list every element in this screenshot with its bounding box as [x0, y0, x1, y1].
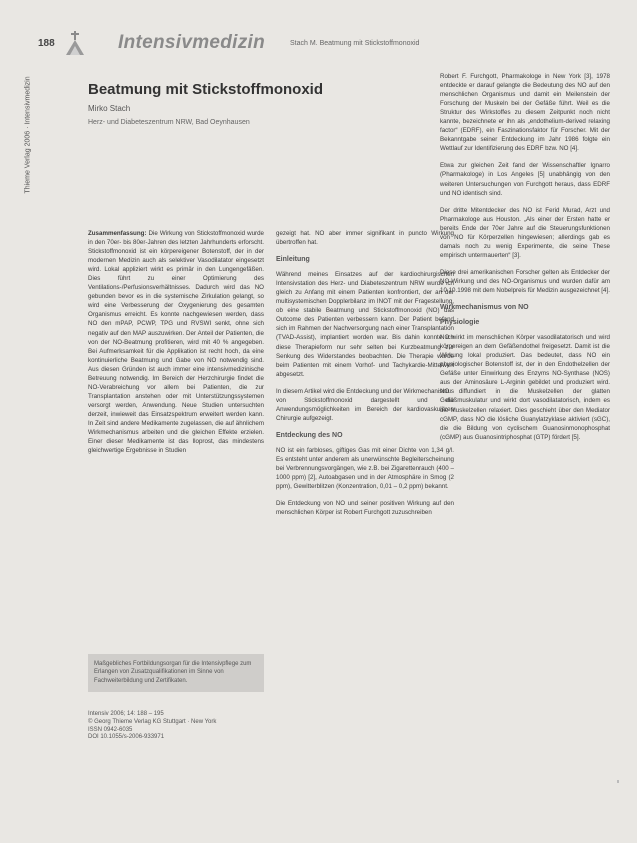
- murad-paragraph: Der dritte Mitentdecker des NO ist Ferid Murad, Arzt und Pharmakologe aus Houston. „Als einer der Ersten hatte er bereits Ende der 70er Jahre auf die Steuerungsfunktionen von NO für Körperzellen hingewiesen; allerdings gab es damals noch zu wenig Experimente, die seine These empirisch untermauerten“ [3].: [440, 206, 610, 259]
- article-affiliation: Herz- und Diabeteszentrum NRW, Bad Oeynhausen: [88, 119, 250, 126]
- issn-line: ISSN 0942-6035: [88, 726, 133, 733]
- page-number: 188: [38, 38, 55, 49]
- side-note: [22, 76, 34, 206]
- citation-line: Intensiv 2006; 14: 188 – 195: [88, 711, 164, 717]
- intro-paragraph-2: In diesem Artikel wird die Entdeckung und der Wirkmechanismus von Stickstoffmonoxid dargestellt und die Anwendungsmöglichkeiten im Bereich der kardiovaskulären Chirurgie aufgezeigt.: [276, 387, 454, 422]
- column-middle: [276, 229, 454, 525]
- side-note-text: Thieme Verlag 2006 · Intensivmedizin: [24, 76, 32, 194]
- nobel-paragraph: Diese drei amerikanischen Forscher gelten als Entdecker der NO-Wirkung und des NO-Organismus und wurden dafür am 10.10.1998 mit dem Nobelpreis für Medizin ausgezeichnet [4].: [440, 268, 610, 294]
- furchgott-paragraph: Robert F. Furchgott, Pharmakologe in New York [3], 1978 entdeckte er darauf gelangte die Bedeutung des NO auf den menschlichen Organismus und damit ein Meilenstein der Forschung der Muskeln bei der Gefäße führt. Weil es die Struktur des Wirkstoffes zu diesem Zeitpunkt noch nicht kannte, bezeichnete er ihn als „endothelium-derived relaxing factor“ (EDRF), ein Faszinationsfaktor für Forscher. Mit der Bekanntgabe seiner Entdeckung im Jahr 1986 folgte ein Wettlauf zur Identifizierung des EDRF bzw. NO [4].: [440, 73, 610, 153]
- page-header: [38, 30, 618, 58]
- journal-logo-icon: [62, 30, 88, 56]
- column-right: [440, 72, 610, 450]
- article-author: Mirko Stach: [88, 104, 131, 113]
- doi-line: DOI 10.1055/s-2006-933971: [88, 734, 165, 741]
- summary-paragraph: [88, 229, 264, 455]
- running-title: Stach M. Beatmung mit Stickstoffmonoxid: [290, 40, 420, 47]
- citation-block: [88, 711, 264, 742]
- copyright-line: © Georg Thieme Verlag KG Stuttgart · New York: [88, 718, 217, 725]
- summary-continuation: gezeigt hat. NO aber immer signifikant in puncto Wirkung übertroffen hat.: [276, 230, 454, 247]
- summary-label: Zusammenfassung:: [88, 230, 147, 237]
- intro-heading: Einleitung: [276, 256, 310, 264]
- scan-speck: [617, 780, 619, 783]
- physiology-heading: Physiologie: [440, 319, 480, 327]
- intro-paragraph: Während meines Einsatzes auf der kardiochirurgischen Intensivstation des Herz- und Diabeteszentrum NRW wurde ich gleich zu Anfang mit einem Patienten konfrontiert, der an der multisystemischen Dopplerbilanz im INOT mit der Fragestellung, ob eine stabile Beatmung und Stickstoffmonoxid (NO) das Outcome des Patienten verbessern kann. Der Patient befand sich im Rahmen der Nachversorgung nach einer Transplantation (TVAD-Assist), implantiert worden war. Bis dahin konnte ich diese Therapieform nur sehr selten bei Kurzbeatmung zur Senkung des Widerstandes beobachten. Die Therapie wurde beim Patienten mit einem Vorhof- und Tachykardie-Mittelwert abgesetzt.: [276, 271, 454, 378]
- discovery-heading: Entdeckung des NO: [276, 431, 343, 439]
- discovery-paragraph: NO ist ein farbloses, giftiges Gas mit einer Dichte von 1,34 g/l. Es entsteht unter anderem als unerwünschte Begleiterscheinung bei Verbrennungsvorgängen, wie z.B. bei Zigarettenrauch (400 – 1000 ppm) [2], Autoabgasen und in der Atmosphäre in Smog (2 ppm), Gewitterblitzen (Konzentration, 0,01 – 0,2 ppm) bekannt.: [276, 446, 454, 491]
- summary-text: Die Wirkung von Stickstoffmonoxid wurde in den 70er- bis 80er-Jahren des letzten Jahrhunderts erforscht. Stickstoffmonoxid ist ein körpereigener Botenstoff, der in der modernen Medizin auch als selektiver Vasodilatator eingesetzt wird. Lokal appliziert wirkt es primär in den Lungengefäßen. Dies führt zu einer Optimierung des Ventilations-/Perfusionsverhältnisses. Dadurch wird das NO gebunden bevor es in die systemische Zirkulation gelangt, so wird eine Verbesserung der Oxygenierung des gesamten Organismus erreicht. Es konnte nachgewiesen werden, dass NO den mPAP, PCWP, TPG und RVSWI senkt, ohne sich negativ auf den MAP auszuwirken. Der Anteil der Patienten, die von der NO-Beatmung profitieren, wird mit 40 % angegeben. Bei Aufmerksamkeit für die Applikation ist recht hoch, da eine kontinuierliche Beatmung und Gabe von NO notwendig sind. Aus diesen Gründen ist auch immer eine intensivmedizinische Betreuung notwendig. Im Bereich der Herzchirurgie findet die NO-Verabreichung vor allem bei Patienten, die zur Transplantation anstehen oder mit Unterstützungssystemen versorgt werden, Anwendung. Neue Studien untersuchten derzeit, inwieweit das Einsatzspektrum erweitert werden kann. In Zeit sind andere Medikamente zugelassen, die auf ähnlichem Wirkmechanismus arbeiten und die gleichen Effekte erzielen. Einer dieser Medikamente ist das Iloprost, das mindestens gleichwertige Ergebnisse in Studien: [88, 230, 264, 455]
- article-title: Beatmung mit Stickstoffmonoxid: [88, 81, 324, 98]
- info-box: [88, 654, 264, 692]
- ignarro-paragraph: Etwa zur gleichen Zeit fand der Wissenschaftler Ignarro (Pharmakologe) in Los Angeles [5] unabhängig von den weiteren Untersuchungen von Furchgott heraus, dass EDRF und NO identisch sind.: [440, 162, 610, 197]
- column-left: [88, 229, 264, 463]
- journal-name: Intensivmedizin: [118, 32, 266, 53]
- info-box-text: Maßgebliches Fortbildungsorgan für die Intensivpflege zum Erlangen von Zusatzqualifikationen im Sinne von Fachweiterbildung und Zertifikaten.: [94, 661, 252, 684]
- mechanism-heading: Wirkmechanismus von NO: [440, 304, 529, 312]
- discovery-paragraph-2: Die Entdeckung von NO und seiner positiven Wirkung auf den menschlichen Körper ist Robert Furchgott zuzuschreiben: [276, 500, 454, 517]
- physiology-paragraph: NO wirkt im menschlichen Körper vasodilatatorisch und wird körpereigen an dem Gefäßendothel freigesetzt. Damit ist die Wirkung lokal produziert. Das bedeutet, dass NO ein physiologischer Botenstoff ist, der in den Endothelzellen der Gefäße unter Einwirkung des Enzyms NO-Synthase (NOS) aus der Aminosäure L-Arginin gebildet und produziert wird. NO diffundiert in die Muskelzellen der glatten Gefäßmuskulatur und wirkt dort vasodilatatorisch, indem es die Muskelzellen relaxiert. Dies geschieht über den Mediator cGMP, dass NO die lösliche Guanylatzyklase aktiviert (sGC), die die Bildung von cyclischem Guanosinmonophosphat (cGMP) aus Guanosintriphosphat (GTP) fördert [5].: [440, 334, 610, 441]
